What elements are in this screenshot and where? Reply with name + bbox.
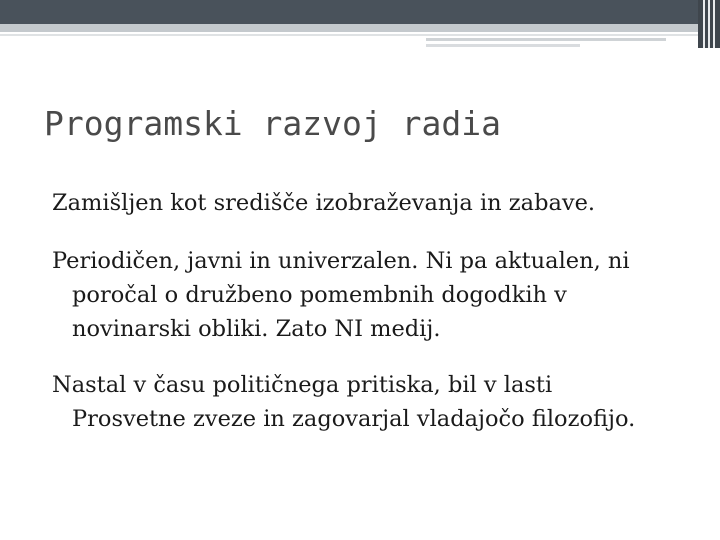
header-band-light bbox=[0, 24, 698, 32]
slide-body bbox=[52, 186, 702, 458]
corner-line bbox=[713, 0, 715, 48]
decorative-stripe bbox=[426, 38, 666, 41]
paragraph-line: Nastal v času političnega pritiska, bil v lasti bbox=[52, 372, 553, 398]
corner-line bbox=[708, 0, 710, 48]
corner-line bbox=[703, 0, 705, 48]
paragraph-line: Prosvetne zveze in zagovarjal vladajočo filozofijo. bbox=[72, 406, 636, 432]
header-band-dark bbox=[0, 0, 698, 24]
paragraph-line: novinarski obliki. Zato NI medij. bbox=[72, 316, 441, 342]
slide-title: Programski razvoj radia bbox=[44, 104, 501, 143]
body-paragraph bbox=[52, 186, 702, 220]
paragraph-line: poročal o družbeno pomembnih dogodkih v bbox=[72, 282, 567, 308]
paragraph-line: Periodičen, javni in univerzalen. Ni pa aktualen, ni bbox=[52, 248, 630, 274]
body-paragraph bbox=[52, 368, 702, 436]
header-band-thin bbox=[0, 34, 698, 36]
body-paragraph bbox=[52, 244, 702, 346]
decorative-stripe bbox=[426, 44, 580, 47]
paragraph-line: Zamišljen kot središče izobraževanja in zabave. bbox=[52, 190, 596, 216]
